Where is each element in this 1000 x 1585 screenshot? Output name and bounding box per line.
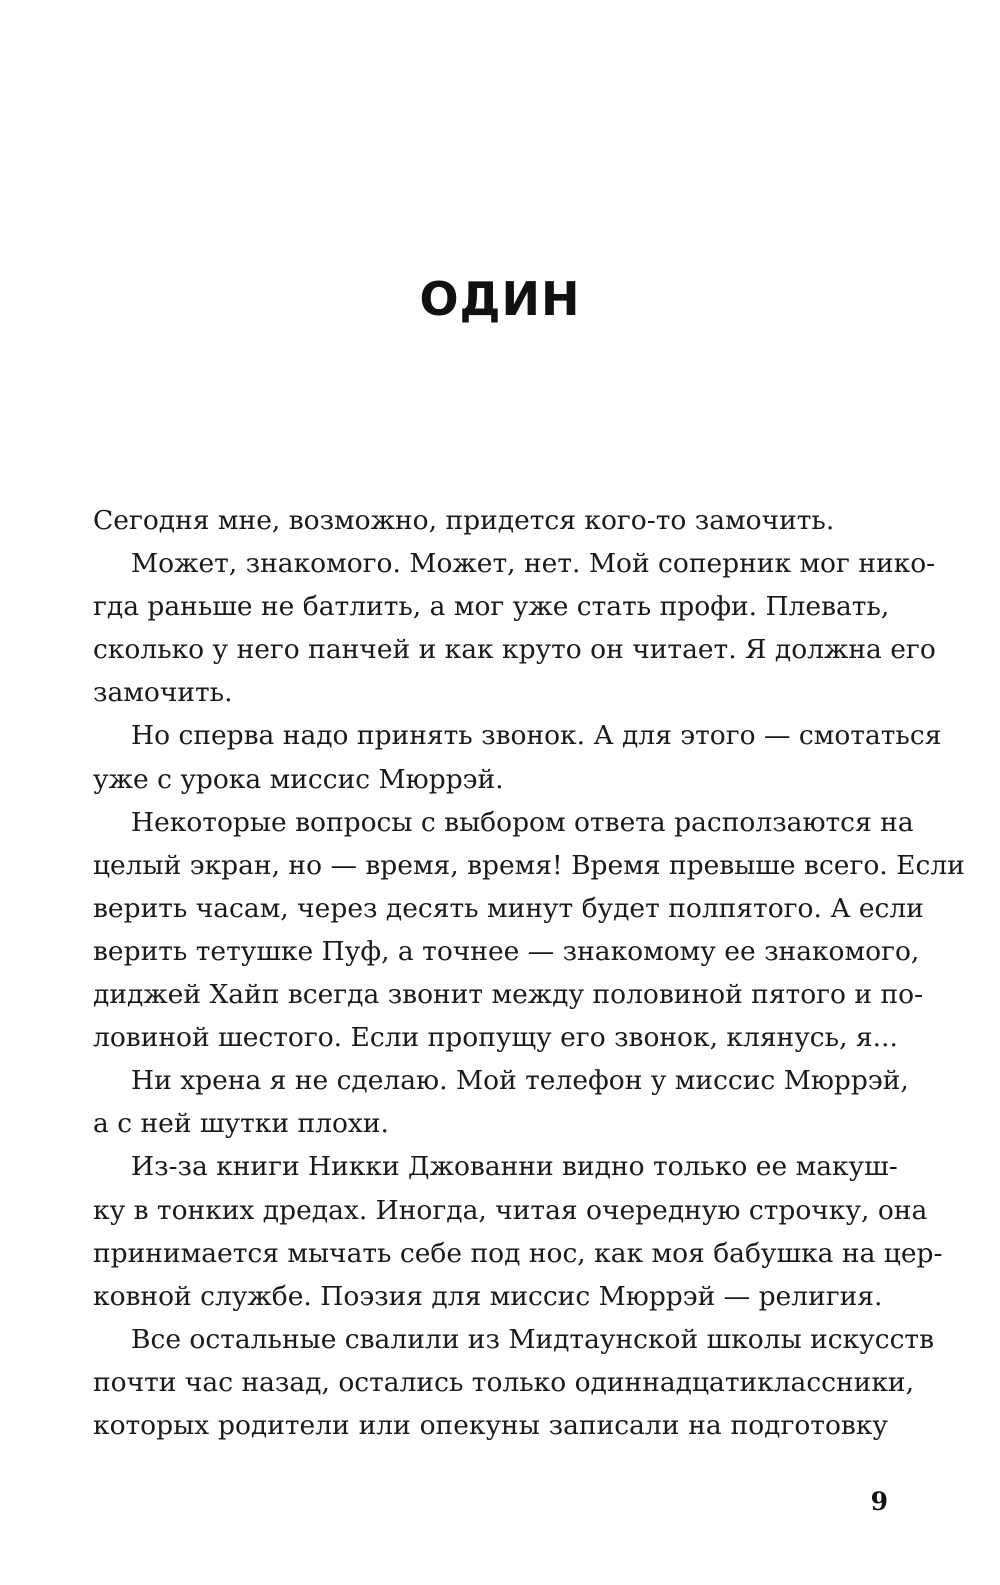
text-line: Сегодня мне, возможно, придется кого-то замочить. [93, 505, 835, 536]
text-line: целый экран, но — время, время! Время превыше всего. Если [93, 849, 965, 881]
chapter-title: ОДИН [419, 272, 581, 326]
text-line: принимается мычать себе под нос, как моя бабушка на цер- [93, 1237, 943, 1269]
text-line: ковной службе. Поэзия для миссис Мюррэй — религия. [93, 1280, 883, 1312]
text-line: которых родители или опекуны записали на подготовку [93, 1409, 888, 1441]
text-line: Ни хрена я не сделаю. Мой телефон у миссис Мюррэй, [131, 1065, 909, 1097]
text-line: сколько у него панчей и как круто он читает. Я должна его [93, 634, 936, 666]
body-text [93, 499, 965, 1447]
text-line: почти час назад, остались только одиннадцатиклассники, [93, 1366, 914, 1398]
text-line: Некоторые вопросы с выбором ответа расползаются на [131, 806, 914, 838]
text-line: Может, знакомого. Может, нет. Мой соперник мог нико- [131, 548, 936, 580]
text-line: замочить. [93, 677, 233, 709]
text-line: верить тетушке Пуф, а точнее — знакомому ее знакомого, [93, 935, 920, 967]
text-line: Из-за книги Никки Джованни видно только ее макуш- [131, 1151, 898, 1183]
text-line: верить часам, через десять минут будет полпятого. А если [93, 892, 924, 924]
text-line: диджей Хайп всегда звонит между половиной пятого и по- [93, 979, 924, 1011]
text-line: Но сперва надо принять звонок. А для этого — смотаться [131, 720, 942, 752]
text-line: ловиной шестого. Если пропущу его звонок, клянусь, я... [93, 1022, 898, 1054]
text-line: а с ней шутки плохи. [93, 1108, 389, 1140]
text-line: ку в тонких дредах. Иногда, читая очередную строчку, она [93, 1194, 928, 1226]
page-number: 9 [870, 1487, 888, 1516]
text-line: уже с урока миссис Мюррэй. [93, 763, 504, 795]
text-line: гда раньше не батлить, а мог уже стать профи. Плевать, [93, 591, 890, 623]
text-line: Все остальные свалили из Мидтаунской школы искусств [131, 1323, 935, 1355]
